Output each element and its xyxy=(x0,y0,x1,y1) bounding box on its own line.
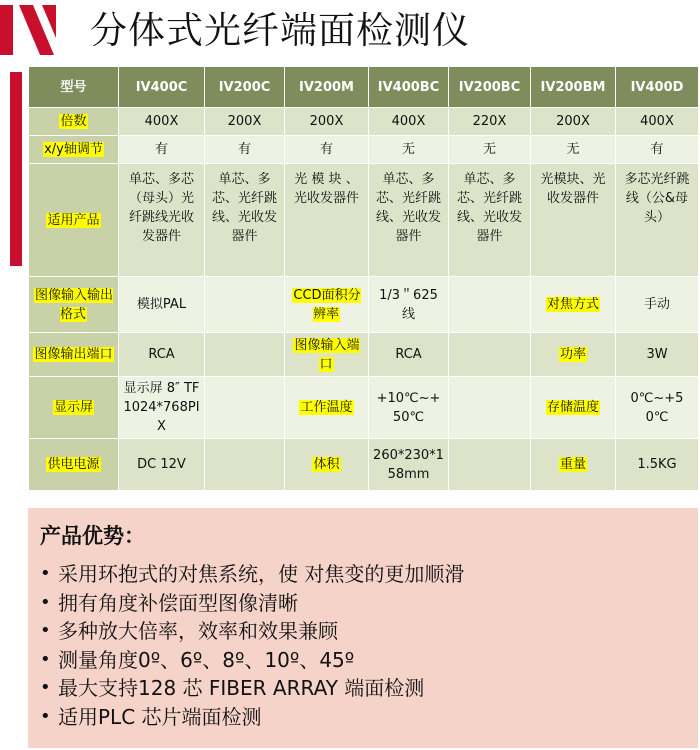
row-label: CCD面积分辨率 xyxy=(285,277,369,333)
accent-bar xyxy=(10,72,22,266)
row-label: 适用产品 xyxy=(29,164,119,277)
table-row xyxy=(29,333,699,377)
list-item: • 最大支持128 芯 FIBER ARRAY 端面检测 xyxy=(28,674,464,703)
header-cell: IV200BM xyxy=(531,67,616,108)
row-label: 供电电源 xyxy=(29,439,119,491)
bullet-icon: • xyxy=(40,705,51,727)
row-label: x/y轴调节 xyxy=(29,136,119,164)
table-cell: 220X xyxy=(449,108,531,136)
table-row xyxy=(29,108,699,136)
table-cell xyxy=(449,333,531,377)
table-cell: 单芯、多芯、光纤跳线、光收发器件 xyxy=(449,164,531,277)
spec-table xyxy=(28,66,699,491)
table-header-row xyxy=(29,67,699,108)
header-cell: IV200M xyxy=(285,67,369,108)
table-cell: 单芯、多芯、光纤跳线、光收发器件 xyxy=(369,164,449,277)
header-cell: IV200C xyxy=(205,67,285,108)
row-label: 图像输入输出格式 xyxy=(29,277,119,333)
table-cell: 有 xyxy=(285,136,369,164)
advantages-list xyxy=(28,560,464,731)
list-item: • 采用环抱式的对焦系统，使 对焦变的更加顺滑 xyxy=(28,560,464,589)
table-cell: 260*230*158mm xyxy=(369,439,449,491)
table-cell: 多芯光纤跳线（公&母头） xyxy=(616,164,699,277)
table-cell xyxy=(449,377,531,439)
header-cell: IV400D xyxy=(616,67,699,108)
header-cell: IV400BC xyxy=(369,67,449,108)
table-cell: +10℃~+50℃ xyxy=(369,377,449,439)
advantages-panel xyxy=(28,508,698,748)
table-cell: 有 xyxy=(119,136,205,164)
page-title: 分体式光纤端面检测仪 xyxy=(90,9,470,52)
table-cell: 200X xyxy=(285,108,369,136)
table-row xyxy=(29,136,699,164)
header-cell: IV200BC xyxy=(449,67,531,108)
row-label: 体积 xyxy=(285,439,369,491)
bullet-icon: • xyxy=(40,591,51,613)
table-cell: 0℃~+50℃ xyxy=(616,377,699,439)
table-cell: 光 模 块 、光收发器件 xyxy=(285,164,369,277)
row-label: 功率 xyxy=(531,333,616,377)
bullet-icon: • xyxy=(40,648,51,670)
row-label: 工作温度 xyxy=(285,377,369,439)
table-cell: 有 xyxy=(205,136,285,164)
table-cell: 1.5KG xyxy=(616,439,699,491)
list-item: • 测量角度0º、6º、8º、10º、45º xyxy=(28,646,464,675)
list-item: • 拥有角度补偿面型图像清晰 xyxy=(28,589,464,618)
table-cell: 无 xyxy=(449,136,531,164)
list-item: • 适用PLC 芯片端面检测 xyxy=(28,703,464,732)
brand-logo-icon xyxy=(0,5,66,55)
table-cell: RCA xyxy=(119,333,205,377)
table-cell xyxy=(449,277,531,333)
table-cell: DC 12V xyxy=(119,439,205,491)
table-row xyxy=(29,439,699,491)
table-cell: 无 xyxy=(531,136,616,164)
header-cell: IV400C xyxy=(119,67,205,108)
table-cell: 200X xyxy=(531,108,616,136)
table-cell xyxy=(449,439,531,491)
row-label: 倍数 xyxy=(29,108,119,136)
table-cell xyxy=(205,377,285,439)
table-cell: 400X xyxy=(369,108,449,136)
table-cell: 模拟PAL xyxy=(119,277,205,333)
table-cell: 有 xyxy=(616,136,699,164)
table-row xyxy=(29,164,699,277)
row-label: 显示屏 xyxy=(29,377,119,439)
row-label: 存储温度 xyxy=(531,377,616,439)
table-cell: 3W xyxy=(616,333,699,377)
table-cell: 光模块、光收发器件 xyxy=(531,164,616,277)
table-cell: 单芯、多芯、光纤跳线、光收发器件 xyxy=(205,164,285,277)
row-label: 图像输入端口 xyxy=(285,333,369,377)
table-cell: 手动 xyxy=(616,277,699,333)
table-cell: RCA xyxy=(369,333,449,377)
table-cell: 400X xyxy=(616,108,699,136)
advantages-title: 产品优势： xyxy=(40,524,145,548)
table-cell: 单芯、多芯（母头）光纤跳线光收发器件 xyxy=(119,164,205,277)
row-label: 对焦方式 xyxy=(531,277,616,333)
table-cell: 400X xyxy=(119,108,205,136)
table-row xyxy=(29,377,699,439)
table-cell: 显示屏 8″ TF1024*768PIX xyxy=(119,377,205,439)
header-cell: 型号 xyxy=(29,67,119,108)
table-cell xyxy=(205,439,285,491)
bullet-icon: • xyxy=(40,563,51,584)
table-cell: 无 xyxy=(369,136,449,164)
bullet-icon: • xyxy=(40,620,51,641)
bullet-icon: • xyxy=(40,677,51,698)
row-label: 重量 xyxy=(531,439,616,491)
table-cell xyxy=(205,277,285,333)
table-cell: 200X xyxy=(205,108,285,136)
row-label: 图像输出端口 xyxy=(29,333,119,377)
table-cell: 1/3＂625线 xyxy=(369,277,449,333)
list-item: • 多种放大倍率，效率和效果兼顾 xyxy=(28,617,464,646)
table-cell xyxy=(205,333,285,377)
table-row xyxy=(29,277,699,333)
